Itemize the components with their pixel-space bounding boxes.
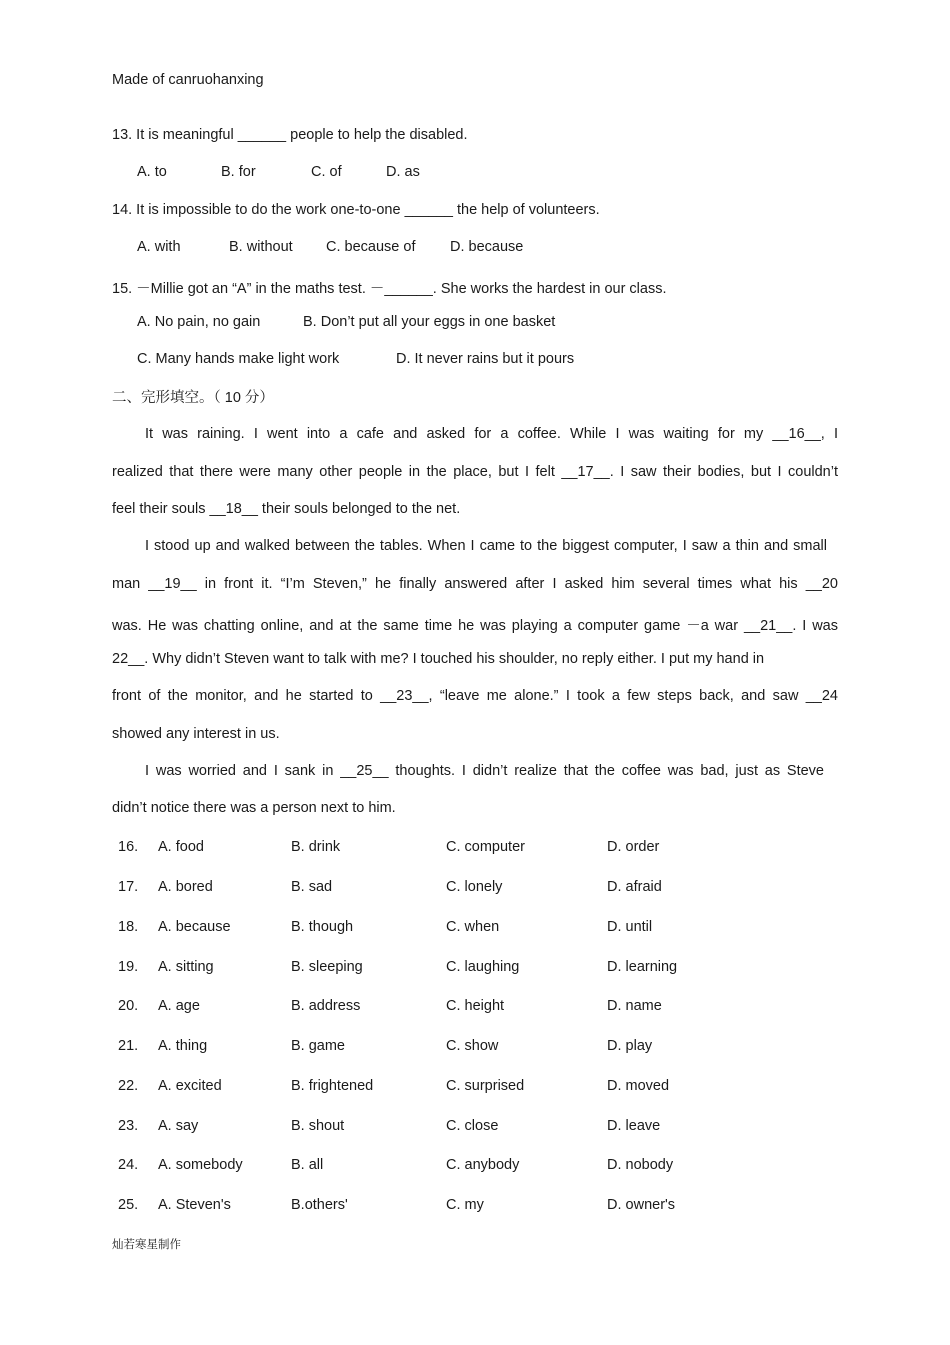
option-b: B. though — [291, 919, 354, 935]
option-number: 16. — [118, 839, 139, 855]
option-c: C. surprised — [446, 1078, 525, 1094]
page-header: Made of canruohanxing — [112, 72, 264, 88]
option-c: C. my — [446, 1197, 484, 1213]
option-d: D. leave — [607, 1118, 661, 1134]
passage-line-10: I was worried and I sank in __25__ thoughts. I didn’t realize that the coffee was bad, just as Steve — [145, 763, 824, 779]
option-a: A. sitting — [158, 959, 214, 975]
option-b: B. frightened — [291, 1078, 374, 1094]
passage-line-4: I stood up and walked between the tables. When I came to the biggest computer, I saw a thin and small — [145, 538, 827, 554]
option-c: C. lonely — [446, 879, 503, 895]
cloze-option-row — [118, 1038, 838, 1058]
cloze-option-row — [118, 959, 838, 979]
page-footer: 灿若寒星制作 — [112, 1239, 181, 1251]
option-b: B. sleeping — [291, 959, 363, 975]
option-a: A. excited — [158, 1078, 222, 1094]
section-title: 二、完形填空。（ 10 分） — [112, 390, 274, 406]
passage-line-3: feel their souls __18__ their souls belonged to the net. — [112, 501, 461, 517]
option-d: D. moved — [607, 1078, 670, 1094]
cloze-option-row — [118, 1157, 838, 1177]
option-a: A. say — [158, 1118, 199, 1134]
q14-option-a: A. with — [137, 239, 181, 255]
passage-line-7: 22__. Why didn’t Steven want to talk with me? I touched his shoulder, no reply either. I put my hand in — [112, 651, 765, 667]
q15-option-b: B. Don’t put all your eggs in one basket — [303, 314, 556, 330]
q13-option-d: D. as — [386, 164, 420, 180]
option-number: 25. — [118, 1197, 139, 1213]
option-c: C. anybody — [446, 1157, 520, 1173]
option-a: A. thing — [158, 1038, 208, 1054]
option-b: B. game — [291, 1038, 345, 1054]
q14-option-b: B. without — [229, 239, 293, 255]
option-number: 20. — [118, 998, 139, 1014]
option-b: B. all — [291, 1157, 324, 1173]
option-c: C. show — [446, 1038, 499, 1054]
option-number: 23. — [118, 1118, 139, 1134]
option-c: C. when — [446, 919, 500, 935]
question-13-stem: 13. It is meaningful ______ people to help the disabled. — [112, 127, 468, 143]
cloze-option-row — [118, 839, 838, 859]
q15-option-c: C. Many hands make light work — [137, 351, 340, 367]
q14-option-c: C. because of — [326, 239, 416, 255]
option-d: D. play — [607, 1038, 653, 1054]
option-a: A. bored — [158, 879, 213, 895]
option-number: 22. — [118, 1078, 139, 1094]
option-b: B. drink — [291, 839, 341, 855]
option-a: A. Steven's — [158, 1197, 231, 1213]
option-d: D. name — [607, 998, 662, 1014]
q14-option-d: D. because — [450, 239, 524, 255]
passage-line-5: man __19__ in front it. “I’m Steven,” he finally answered after I asked him several times what his __20 — [112, 576, 838, 592]
option-c: C. laughing — [446, 959, 520, 975]
passage-line-2: realized that there were many other people in the place, but I felt __17__. I saw their bodies, but I couldn’t — [112, 464, 838, 480]
option-c: C. computer — [446, 839, 525, 855]
option-b: B.others' — [291, 1197, 348, 1213]
q15-option-a: A. No pain, no gain — [137, 314, 261, 330]
option-a: A. age — [158, 998, 200, 1014]
option-number: 17. — [118, 879, 139, 895]
option-number: 24. — [118, 1157, 139, 1173]
question-14-stem: 14. It is impossible to do the work one-to-one ______ the help of volunteers. — [112, 202, 600, 218]
option-c: C. height — [446, 998, 505, 1014]
option-d: D. owner's — [607, 1197, 676, 1213]
option-c: C. close — [446, 1118, 499, 1134]
option-d: D. until — [607, 919, 653, 935]
option-number: 18. — [118, 919, 139, 935]
passage-line-1: It was raining. I went into a cafe and asked for a coffee. While I was waiting for my __16__, I — [145, 426, 838, 442]
cloze-option-row — [118, 1197, 838, 1217]
option-a: A. because — [158, 919, 231, 935]
option-b: B. address — [291, 998, 361, 1014]
cloze-option-row — [118, 1118, 838, 1138]
q13-option-b: B. for — [221, 164, 256, 180]
cloze-option-row — [118, 919, 838, 939]
option-b: B. shout — [291, 1118, 345, 1134]
passage-line-6: was. He was chatting online, and at the same time he was playing a computer game －a war __21__. I was — [112, 618, 838, 634]
option-a: A. somebody — [158, 1157, 243, 1173]
option-d: D. nobody — [607, 1157, 674, 1173]
cloze-option-row — [118, 879, 838, 899]
option-d: D. learning — [607, 959, 678, 975]
option-a: A. food — [158, 839, 204, 855]
q13-option-a: A. to — [137, 164, 167, 180]
passage-line-8: front of the monitor, and he started to __23__, “leave me alone.” I took a few steps back, and saw __24 — [112, 688, 838, 704]
q13-option-c: C. of — [311, 164, 342, 180]
passage-line-11: didn’t notice there was a person next to him. — [112, 800, 396, 816]
option-d: D. order — [607, 839, 660, 855]
question-15-stem: 15. －Millie got an “A” in the maths test. －______. She works the hardest in our class. — [112, 281, 667, 297]
option-number: 19. — [118, 959, 139, 975]
option-d: D. afraid — [607, 879, 662, 895]
option-b: B. sad — [291, 879, 333, 895]
passage-line-9: showed any interest in us. — [112, 726, 280, 742]
option-number: 21. — [118, 1038, 139, 1054]
cloze-option-row — [118, 1078, 838, 1098]
cloze-option-row — [118, 998, 838, 1018]
q15-option-d: D. It never rains but it pours — [396, 351, 575, 367]
